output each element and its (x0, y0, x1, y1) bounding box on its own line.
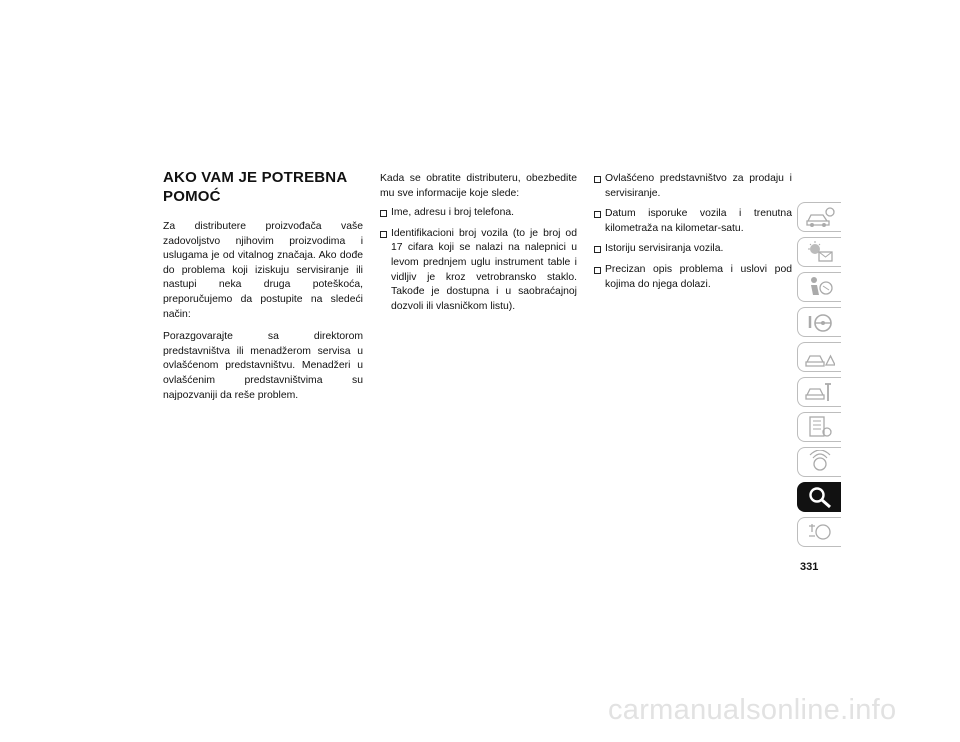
list-item: Precizan opis problema i uslovi pod kojima do njega dolazi. (594, 263, 792, 292)
tab-starting-driving[interactable] (797, 307, 841, 337)
checkbox-bullet-icon (594, 211, 601, 218)
tab-lights-messages[interactable] (797, 237, 841, 267)
middle-column (380, 172, 577, 320)
section-title: AKO VAM JE POTREBNA POMOĆ (163, 169, 348, 205)
light-envelope-icon (805, 240, 835, 264)
checkbox-bullet-icon (594, 246, 601, 253)
right-column (594, 172, 792, 298)
tab-multimedia[interactable] (797, 447, 841, 477)
intro-paragraph: Za distributere proizvođača vaše zadovoljstvo njihovim proizvodima i uslugama je od vitalnog značaja. Ako dođe do problema koji iziskuju servisiranje ili nastupi neka druga poteškoća, preporučujemo da postupite na sledeći način: (163, 221, 363, 320)
car-info-icon (805, 205, 835, 229)
list-item: Ime, adresu i broj telefona. (380, 206, 577, 221)
info-list (380, 206, 577, 314)
airbag-safety-icon (805, 275, 835, 299)
tab-index[interactable] (797, 517, 841, 547)
checkbox-bullet-icon (594, 267, 601, 274)
info-list-continued (594, 172, 792, 292)
tab-servicing[interactable] (797, 377, 841, 407)
car-wrench-icon (805, 380, 835, 404)
tab-car-info[interactable] (797, 202, 841, 232)
language-index-icon (805, 520, 835, 544)
search-icon (805, 485, 835, 509)
multimedia-icon (805, 450, 835, 474)
checkbox-bullet-icon (594, 176, 601, 183)
list-item: Datum isporuke vozila i trenutna kilometraža na kilometar-satu. (594, 207, 792, 236)
checkbox-bullet-icon (380, 231, 387, 238)
specifications-list-icon (805, 415, 835, 439)
checkbox-bullet-icon (380, 210, 387, 217)
steering-wheel-icon (805, 310, 835, 334)
dealer-paragraph: Porazgovarajte sa direktorom predstavništva ili menadžerom servisa u ovlašćenom predstavništvu. Menadžeri u ovlašćenim predstavništvima su najpozvaniji da reše problem. (163, 331, 363, 401)
tab-safety[interactable] (797, 272, 841, 302)
page-number: 331 (800, 561, 819, 573)
left-column (163, 168, 363, 411)
watermark: carmanualsonline.info (608, 694, 897, 726)
list-item: Identifikacioni broj vozila (to je broj od 17 cifara koji se nalazi na nalepnici u levom prednjem uglu instrument table i vidljiv je kroz vetrobransko staklo. Takođe je dostupna i u saobraćajnoj dozvoli ili vlasničkom listu). (380, 227, 577, 315)
info-intro: Kada se obratite distributeru, obezbedite mu sve informacije koje slede: (380, 173, 577, 199)
tab-emergency[interactable] (797, 342, 841, 372)
tab-customer-assistance[interactable] (797, 482, 841, 512)
list-item: Istoriju servisiranja vozila. (594, 242, 792, 257)
tab-specifications[interactable] (797, 412, 841, 442)
list-item: Ovlašćeno predstavništvo za prodaju i servisiranje. (594, 172, 792, 201)
car-warning-icon (805, 345, 835, 369)
chapter-tabs (797, 202, 841, 552)
